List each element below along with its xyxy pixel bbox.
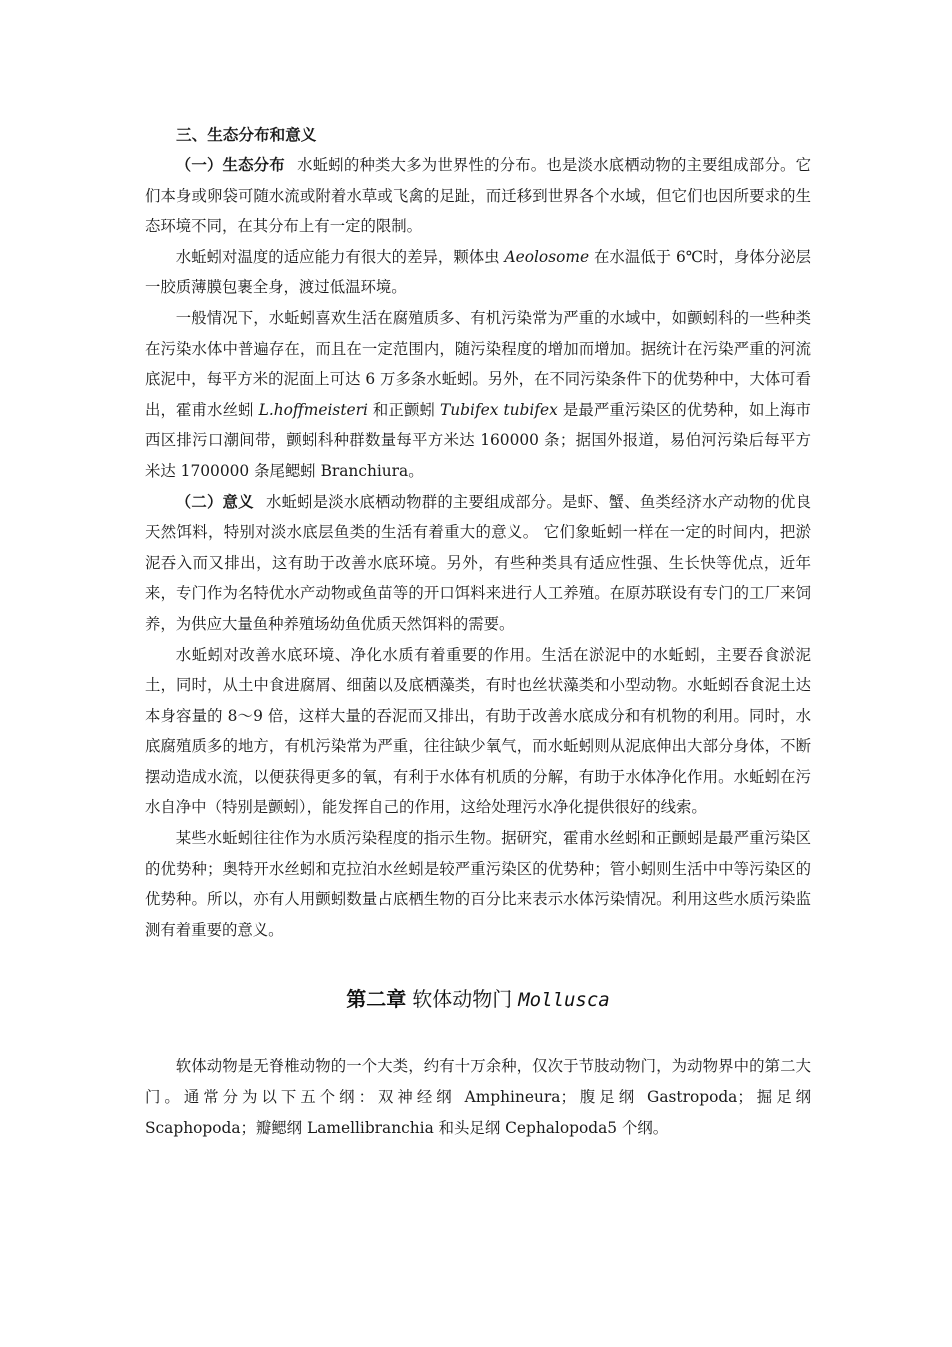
paragraph-text: 水蚯蚓是淡水底栖动物群的主要组成部分。是虾、蟹、鱼类经济水产动物的优良天然饵料，特别对淡水底层鱼类的生活有着重大的意义。 它们象蚯蚓一样在一定的时间内，把淤泥吞入而又排出，这有助于改善水底环境。另外，有些种类具有适应性强、生长快等优点，近年来，专门作为名特优水产动物或鱼苗等的开口饵料来进行人工养殖。在原苏联设有专门的工厂来饲养，为供应大量鱼种养殖场幼鱼优质天然饵料的需要。 xyxy=(145,492,811,633)
paragraph-pollution xyxy=(145,303,811,487)
latin-name: Tubifex tubifex xyxy=(440,400,558,419)
chapter-name: 软体动物门 xyxy=(412,987,513,1012)
subheading-significance: （二）意义 xyxy=(175,492,254,511)
chapter-latin-name: Mollusca xyxy=(518,989,610,1012)
section-heading: 三、生态分布和意义 xyxy=(176,126,317,144)
chapter-number: 第二章 xyxy=(346,987,407,1012)
page-content xyxy=(145,120,811,1143)
paragraph-text: 水蚯蚓的种类大多为世界性的分布。也是淡水底栖动物的主要组成部分。它们本身或卵袋可随水流或附着水草或飞禽的足趾，而迁移到世界各个水域，但它们也因所要求的生态环境不同，在其分布上有一定的限制。 xyxy=(145,156,811,236)
paragraph-mollusca-intro: 软体动物是无脊椎动物的一个大类，约有十万余种，仅次于节肢动物门，为动物界中的第二大门。通常分为以下五个纲：双神经纲 Amphineura；腹足纲 Gastropoda；掘足纲 Scaphopoda；瓣鳃纲 Lamellibranchia 和头足纲 Cephalopoda5 个纲。 xyxy=(145,1057,811,1137)
subheading-ecological-distribution: （一）生态分布 xyxy=(175,156,285,174)
paragraph-indicator-organisms: 某些水蚯蚓往往作为水质污染程度的指示生物。据研究，霍甫水丝蚓和正颤蚓是最严重污染区的优势种；奥特开水丝蚓和克拉泊水丝蚓是较严重污染区的优势种；管小蚓则生活中中等污染区的优势种。所以，亦有人用颤蚓数量占底栖生物的百分比来表示水体污染情况。利用这些水质污染监测有着重要的意义。 xyxy=(145,829,811,939)
paragraph-text: 一般情况下，水蚯蚓喜欢生活在腐殖质多、有机污染常为严重的水域中，如颤蚓科的一些种类在污染水体中普遍存在，而且在一定范围内，随污染程度的增加而增加。据统计在污染严重的河流底泥中，每平方米的泥面上可达 6 万多条水蚯蚓。另外，在不同污染条件下的优势种中，大体可看出，霍甫水丝蚓 xyxy=(145,308,811,419)
latin-name: Aeolosome xyxy=(504,247,590,266)
paragraph-temperature xyxy=(145,242,811,303)
paragraph-text: 和正颤蚓 xyxy=(372,400,435,419)
paragraph-text: 水蚯蚓对温度的适应能力有很大的差异，颗体虫 xyxy=(175,247,500,266)
paragraph-ecological-distribution xyxy=(145,150,811,242)
paragraph-text: 在水温低于 6℃时，身体分泌层一胶质薄膜包裹全身，渡过低温环境。 xyxy=(145,247,811,297)
paragraph-text: 是最严重污染区的优势种，如上海市西区排污口潮间带，颤蚓科种群数量每平方米达 160000 条；据国外报道，易伯河污染后每平方米达 1700000 条尾鳃蚓 Branchiura。 xyxy=(145,400,811,480)
latin-name: L.hoffmeisteri xyxy=(258,400,368,419)
paragraph-water-purification: 水蚯蚓对改善水底环境、净化水质有着重要的作用。生活在淤泥中的水蚯蚓，主要吞食淤泥土，同时，从土中食进腐屑、细菌以及底栖藻类，有时也丝状藻类和小型动物。水蚯蚓吞食泥土达本身容量的 8～9 倍，这样大量的吞泥而又排出，有助于改善水底成分和有机物的利用。同时，水底腐殖质多的地方，有机污染常为严重，往往缺少氧气，而水蚯蚓则从泥底伸出大部分身体，不断摆动造成水流，以便获得更多的氧，有利于水体有机质的分解，有助于水体净化作用。水蚯蚓在污水自净中（特别是颤蚓），能发挥自己的作用，这给处理污水净化提供很好的线索。 xyxy=(145,645,811,817)
paragraph-significance xyxy=(145,487,811,640)
chapter-title xyxy=(145,983,811,1016)
